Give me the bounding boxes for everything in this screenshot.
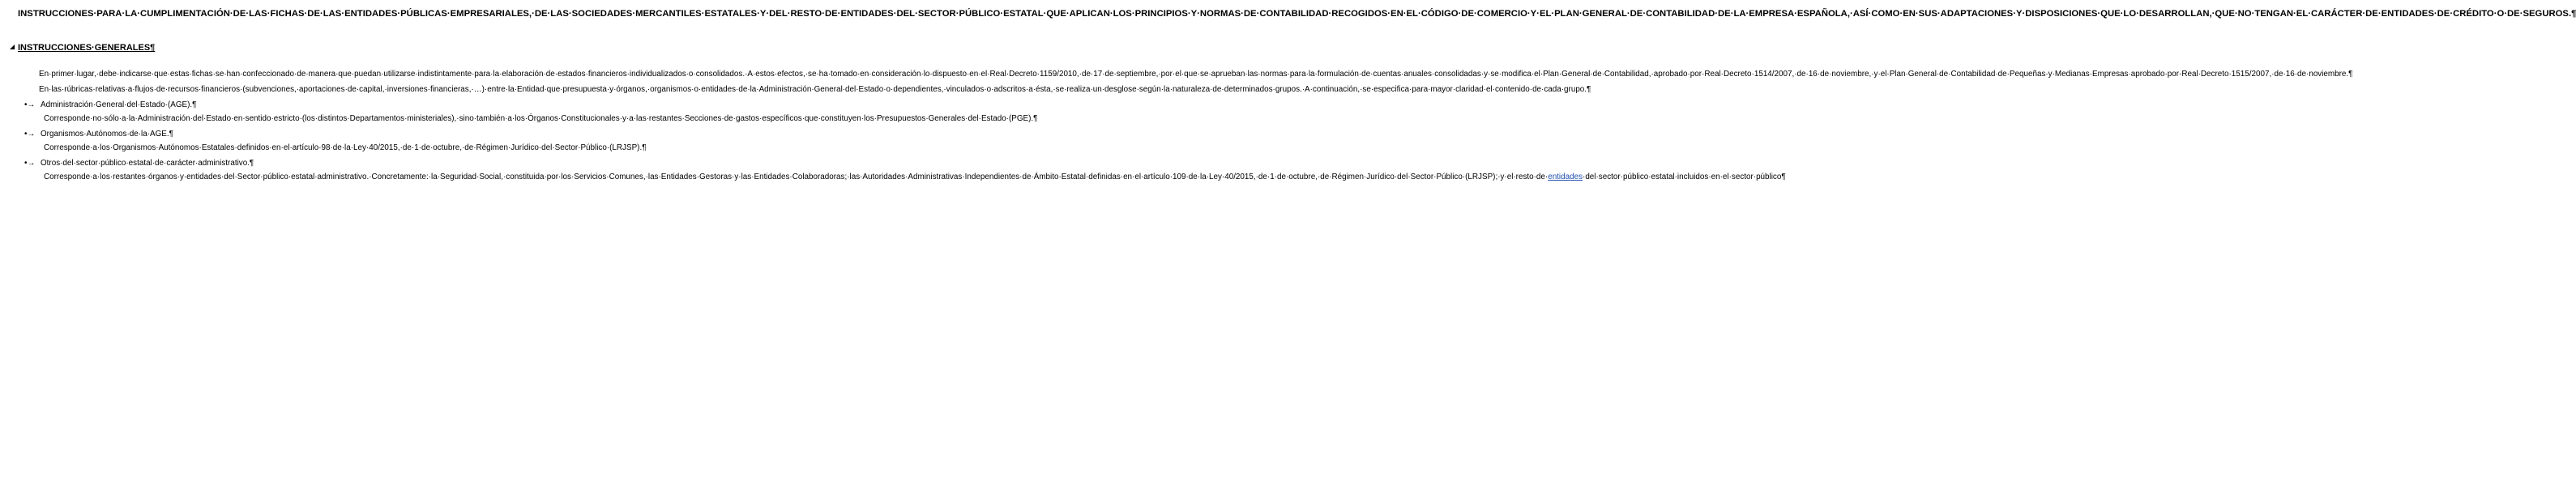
bullet-label: Organismos·Autónomos·de·la·AGE.¶ xyxy=(41,130,173,139)
bullet-arrow-icon: •→ xyxy=(24,158,36,168)
entidades-link[interactable]: entidades xyxy=(1548,172,1583,181)
description-text: Corresponde·a·los·restantes·órganos·y·entidades·del·Sector·público·estatal·administrativo.·Concretamente:·la·Seguridad·Social,·constituida·por·los·Servicios·Comunes,·las·Entidades·Gestoras·y·las·Entidades·Colaboradoras;·las·Autoridades·Administrativas·Independientes·de·Ámbito·Estatal·definidas·en·el·artículo·109·de·la·Ley·40/2015,·de·1·de·octubre,·de·Régimen·Jurídico·del·Sector·Público·(LRJSP);·y·el·resto·de· xyxy=(44,172,1549,181)
bullet-item-organismos xyxy=(24,130,332,140)
bullet-arrow-icon: •→ xyxy=(24,100,36,110)
bullet-item-otros xyxy=(24,159,332,169)
bullet-item-age xyxy=(24,100,332,111)
section-heading: INSTRUCCIONES·GENERALES¶ xyxy=(18,43,156,53)
paragraph-rubricas: En·las·rúbricas·relativas·a·flujos·de·recursos·financieros·(subvenciones,·aportaciones·de·capital,·inversiones·financieras,·…)·entre·la·Entidad·que·presupuesta·y·órganos,·organismos·o·entidades·de·la·Administración·General·del·Estado·o·dependientes,·vinculados·o·adscritos·a·ésta,·se·realiza·un·desglose·según·la·naturaleza·de·determinados·grupos.·A·continuación,·se·especifica·para·mayor·claridad·el·contenido·de·cada·grupo.¶ xyxy=(39,85,1591,95)
description-text: ·del·sector·público·estatal·incluidos·en·el·sector·público¶ xyxy=(1583,172,1786,181)
collapse-triangle-icon[interactable]: ◢ xyxy=(10,43,15,51)
paragraph-intro: En·primer·lugar,·debe·indicarse·que·estas·fichas·se·han·confeccionado·de·manera·que·puedan·utilizarse·indistintamente·para·la·elaboración·de·estados·financieros·individualizados·o·consolidados.·A·estos·efectos,·se·ha·tomado·en·consideración·lo·dispuesto·en·el·Real·Decreto·1159/2010,·de·17·de·septiembre,·por·el·que·se·aprueban·las·normas·para·la·formulación·de·cuentas·anuales·consolidadas·y·se·modifica·el·Plan·General·de·Contabilidad,·aprobado·por·Real·Decreto·1514/2007,·de·16·de·noviembre,·y·el·Plan·General·de·Contabilidad·de·Pequeñas·y·Medianas·Empresas·aprobado·por·Real·Decreto·1515/2007,·de·16·de·noviembre.¶ xyxy=(39,70,2353,79)
bullet-description: Corresponde·no·sólo·a·la·Administración·del·Estado·en·sentido·estricto·(los·distintos·Departamentos·ministeriales),·sino·también·a·los·Órganos·Constitucionales·y·a·las·restantes·Secciones·de·gastos·específicos·que·constituyen·los·Presupuestos·Generales·del·Estado·(PGE).¶ xyxy=(44,114,1038,124)
section-heading-row xyxy=(10,42,332,53)
bullet-description: Corresponde·a·los·Organismos·Autónomos·Estatales·definidos·en·el·artículo·98·de·la·Ley·40/2015,·de·1·de·octubre,·de·Régimen·Jurídico·del·Sector·Público·(LRJSP).¶ xyxy=(44,143,647,152)
bullet-label: Otros·del·sector·público·estatal·de·carácter·administrativo.¶ xyxy=(41,158,254,168)
bullet-description xyxy=(44,172,1786,183)
bullet-arrow-icon: •→ xyxy=(24,130,36,139)
bullet-label: Administración·General·del·Estado·(AGE).¶ xyxy=(41,100,197,110)
document-title: INSTRUCCIONES·PARA·LA·CUMPLIMENTACIÓN·DE·LAS·FICHAS·DE·LAS·ENTIDADES·PÚBLICAS·EMPRESARIALES,·DE·LAS·SOCIEDADES·MERCANTILES·ESTATALES·Y·DEL·RESTO·DE·ENTIDADES·DEL·SECTOR·PÚBLICO·ESTATAL·QUE·APLICAN·LOS·PRINCIPIOS·Y·NORMAS·DE·CONTABILIDAD·RECOGIDOS·EN·EL·CÓDIGO·DE·COMERCIO·Y·EL·PLAN·GENERAL·DE·CONTABILIDAD·DE·LA·EMPRESA·ESPAÑOLA,·ASÍ·COMO·EN·SUS·ADAPTACIONES·Y·DISPOSICIONES·QUE·LO·DESARROLLAN,·QUE·NO·TENGAN·EL·CARÁCTER·DE·ENTIDADES·DE·CRÉDITO·O·DE·SEGUROS.¶ xyxy=(18,9,2576,19)
